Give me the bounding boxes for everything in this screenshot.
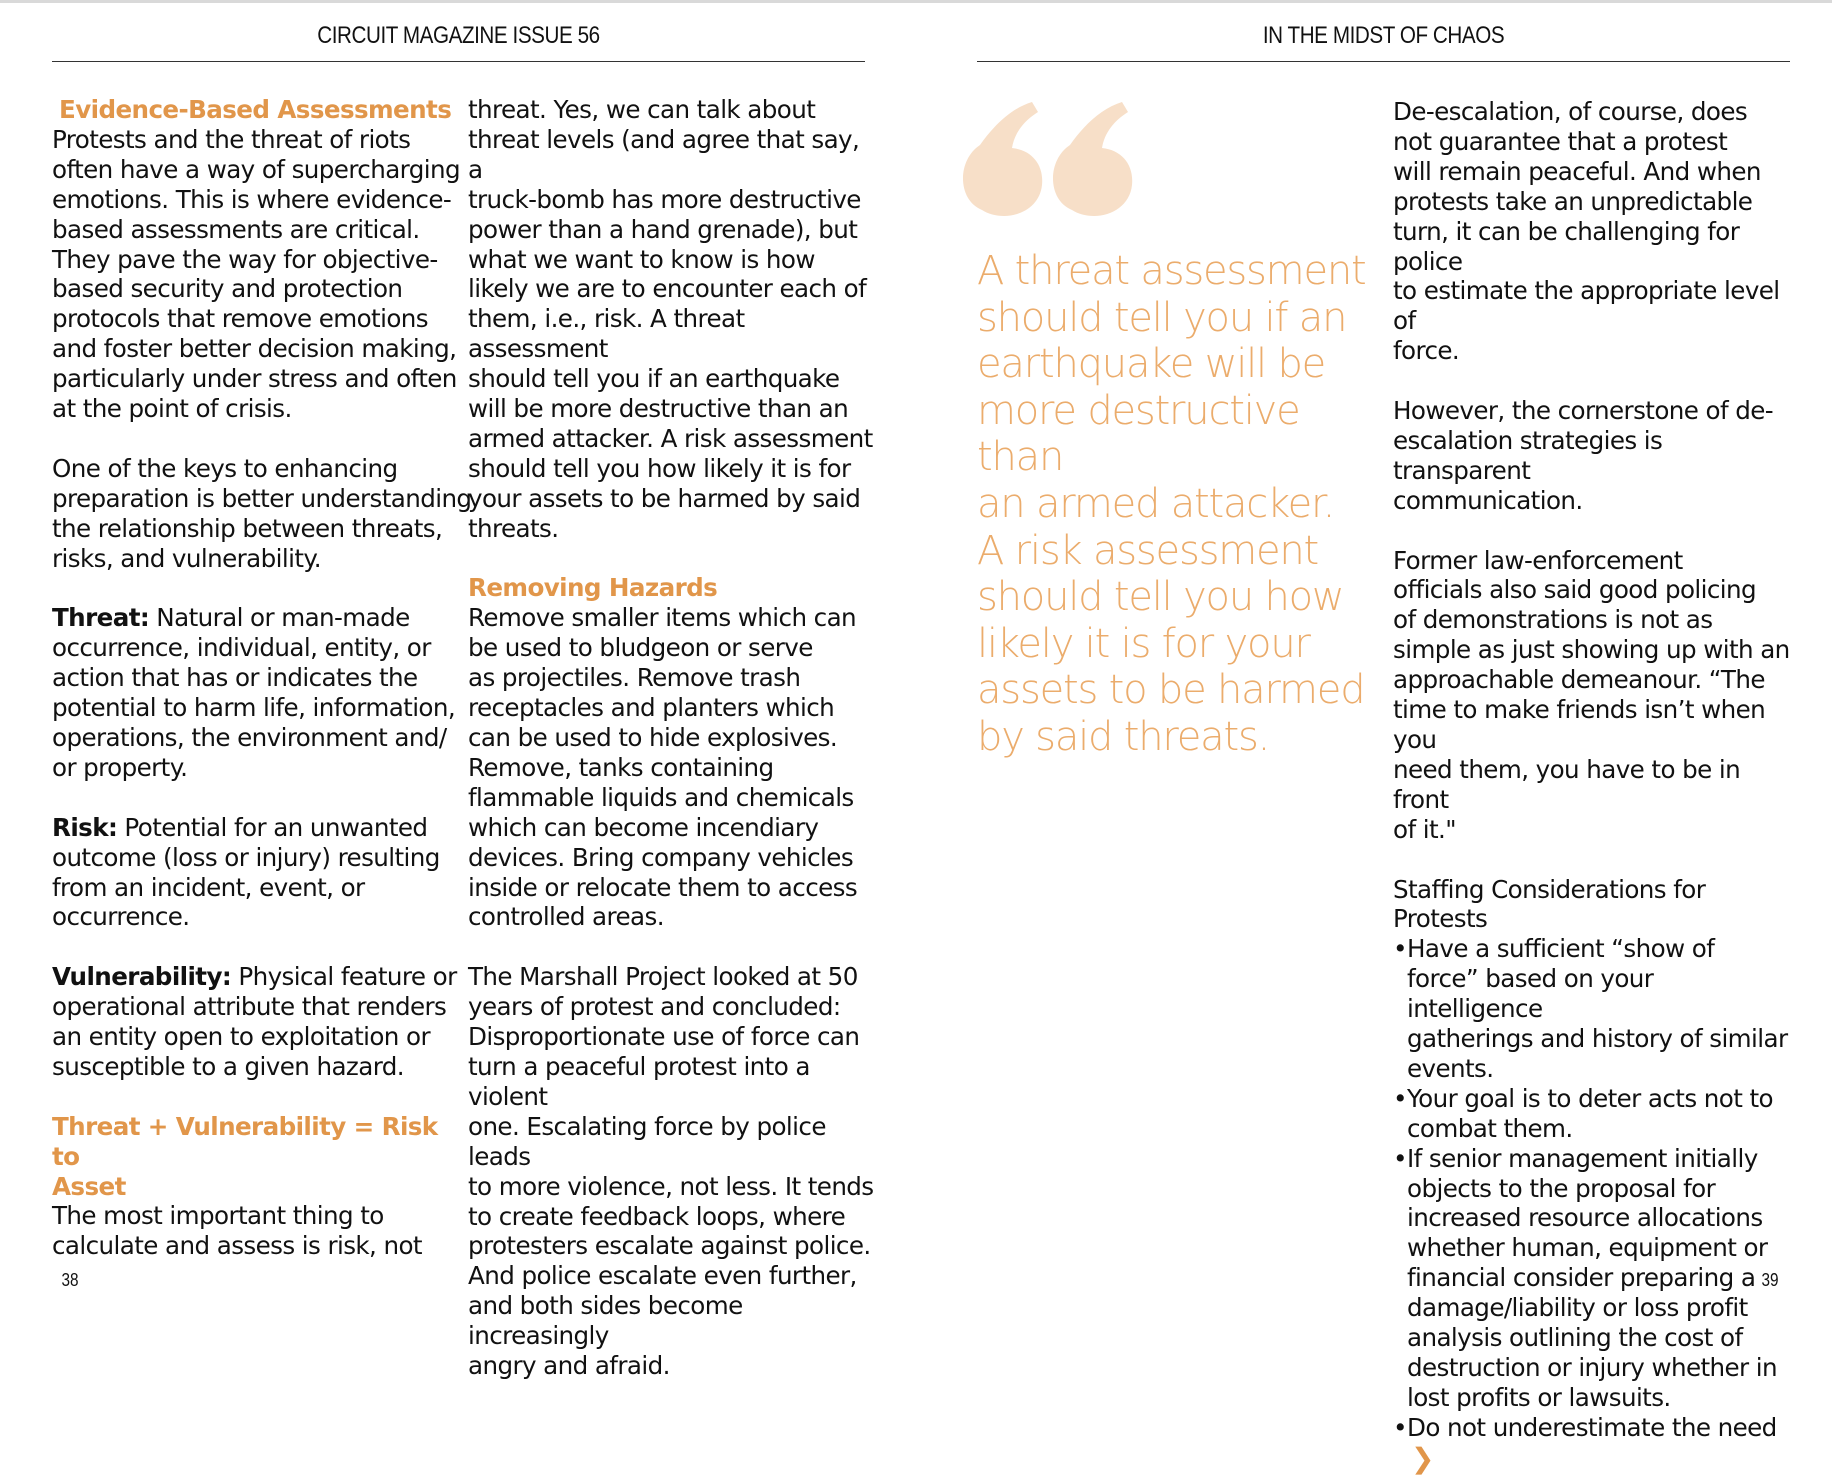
text-line: simple as just showing up with an — [1393, 635, 1790, 665]
list-item — [1393, 1413, 1793, 1473]
text-line: Remove, tanks containing — [468, 752, 774, 782]
text-line: as projectiles. Remove trash — [468, 663, 801, 693]
paragraph — [52, 1201, 472, 1261]
definition-vulnerability — [52, 962, 472, 1082]
text-line: armed attacker. A risk assessment — [468, 423, 873, 453]
text-line: Asset — [52, 1171, 126, 1201]
page-number-left: 38 — [61, 1270, 79, 1290]
top-border — [0, 0, 1832, 3]
text-line: of it." — [1393, 814, 1456, 844]
paragraph — [468, 95, 878, 544]
text-line: assets to be harmed — [977, 667, 1365, 714]
text-line: The Marshall Project looked at 50 — [468, 962, 858, 992]
text-line: However, the cornerstone of de- — [1393, 396, 1774, 426]
text-line: to more violence, not less. It tends — [468, 1171, 874, 1201]
text-line: force” based on your intelligence — [1407, 964, 1654, 1024]
text-line: protesters escalate against police. — [468, 1231, 871, 1261]
term-threat: Threat: — [52, 603, 150, 633]
paragraph — [52, 125, 472, 424]
text-line: increased resource allocations — [1407, 1203, 1763, 1233]
text-line: De-escalation, of course, does — [1393, 97, 1748, 126]
text-line: them, i.e., risk. A threat assessment — [468, 304, 745, 364]
definition-text: Natural or man-made — [149, 603, 410, 633]
text-line: operations, the environment and/ — [52, 723, 447, 752]
text-line: calculate and assess is risk, not — [52, 1231, 422, 1261]
text-line: The most important thing to — [52, 1201, 384, 1231]
text-line: should tell you how likely it is for — [468, 453, 851, 483]
text-line: A risk assessment — [977, 527, 1319, 574]
paragraph — [52, 454, 472, 574]
term-vulnerability: Vulnerability: — [52, 962, 232, 992]
text-line: Remove smaller items which can — [468, 603, 857, 633]
text-line: years of protest and concluded: — [468, 992, 841, 1022]
text-line: preparation is better understanding — [52, 483, 472, 513]
paragraph — [1393, 396, 1793, 516]
text-line: threat. Yes, we can talk about — [468, 95, 816, 124]
text-line: earthquake will be — [977, 341, 1326, 388]
staffing-list — [1393, 934, 1793, 1475]
text-line: • If senior management initially — [1407, 1143, 1758, 1173]
text-line: by said threats. — [977, 713, 1270, 760]
text-line: devices. Bring company vehicles — [468, 842, 854, 872]
text-line: objects to the proposal for — [1407, 1173, 1716, 1203]
text-line: power than a hand grenade), but — [468, 214, 858, 244]
text-line: at the point of crisis. — [52, 394, 292, 424]
text-line: from an incident, event, or — [52, 872, 365, 902]
text-line: which can become incendiary — [468, 812, 819, 842]
text-line: of demonstrations is not as — [1393, 605, 1713, 635]
text-line: the relationship between threats, — [52, 513, 443, 543]
text-line: need them, you have to be in front — [1393, 754, 1741, 814]
text-line: • Your goal is to deter acts not to — [1407, 1083, 1773, 1113]
left-header-rule — [52, 61, 865, 62]
text-line: an armed attacker. — [977, 480, 1335, 527]
section-heading-evidence: Evidence-Based Assessments — [59, 95, 452, 124]
text-line: based assessments are critical. — [52, 214, 420, 244]
text-line: Protests and the threat of riots — [52, 124, 411, 154]
text-line: financial consider preparing a — [1407, 1263, 1756, 1293]
text-line: emotions. This is where evidence- — [52, 184, 452, 214]
text-line: One of the keys to enhancing — [52, 453, 398, 483]
text-line: outcome (loss or injury) resulting — [52, 842, 440, 872]
text-line: often have a way of supercharging — [52, 154, 460, 184]
staffing-heading: Staffing Considerations for Protests — [1393, 874, 1706, 934]
text-line: A threat assessment — [977, 248, 1366, 294]
paragraph — [468, 603, 878, 932]
text-line: flammable liquids and chemicals — [468, 782, 854, 812]
text-line: turn, it can be challenging for police — [1393, 216, 1740, 276]
text-line: occurrence, individual, entity, or — [52, 633, 431, 663]
text-line: damage/liability or loss profit — [1407, 1293, 1748, 1323]
text-line: risks, and vulnerability. — [52, 543, 322, 573]
section-heading-risk-formula — [52, 1112, 472, 1202]
text-line: to estimate the appropriate level of — [1393, 276, 1780, 336]
text-line: Threat + Vulnerability = Risk to — [52, 1111, 438, 1171]
text-line: protocols that remove emotions — [52, 304, 428, 334]
text-line: be used to bludgeon or serve — [468, 633, 813, 663]
text-line: potential to harm life, information, — [52, 693, 456, 723]
list-item-text: Do not underestimate the need — [1407, 1412, 1777, 1442]
text-line: your assets to be harmed by said — [468, 483, 861, 513]
text-line: approachable demeanour. “The — [1393, 665, 1765, 695]
text-line: likely it is for your — [977, 620, 1310, 667]
text-line: an entity open to exploitation or — [52, 1022, 430, 1052]
opening-quote-icon — [962, 90, 1137, 230]
text-line: action that has or indicates the — [52, 663, 418, 693]
chevron-right-icon[interactable]: ❯ — [1411, 1441, 1434, 1475]
text-line: officials also said good policing — [1393, 575, 1757, 605]
text-line: should tell you how — [977, 574, 1344, 621]
text-line: susceptible to a given hazard. — [52, 1051, 405, 1081]
column-1 — [52, 95, 472, 1261]
text-line: will be more destructive than an — [468, 394, 849, 424]
text-line: destruction or injury whether in — [1407, 1353, 1777, 1383]
text-line: will remain peaceful. And when — [1393, 156, 1761, 186]
text-line: force. — [1393, 336, 1460, 366]
definition-text: Potential for an unwanted — [117, 812, 428, 842]
text-line: more destructive than — [977, 387, 1300, 481]
paragraph — [1393, 546, 1793, 845]
text-line: operational attribute that renders — [52, 992, 447, 1022]
text-line: whether human, equipment or — [1407, 1233, 1768, 1263]
text-line: receptacles and planters which — [468, 693, 835, 723]
text-line: time to make friends isn’t when you — [1393, 695, 1766, 754]
text-line: one. Escalating force by police leads — [468, 1111, 826, 1171]
definition-risk — [52, 813, 472, 933]
text-line: escalation strategies is transparent — [1393, 425, 1663, 485]
text-line: occurrence. — [52, 902, 190, 932]
text-line: to create feedback loops, where — [468, 1201, 846, 1231]
list-item — [1393, 1084, 1793, 1144]
text-line: And police escalate even further, — [468, 1261, 857, 1291]
page-number-right: 39 — [1761, 1270, 1779, 1290]
text-line: based security and protection — [52, 274, 403, 304]
text-line: angry and afraid. — [468, 1351, 670, 1381]
right-page-header: IN THE MIDST OF CHAOS — [1262, 22, 1505, 49]
right-header-rule — [977, 61, 1790, 62]
text-line: Former law-enforcement — [1393, 545, 1683, 575]
text-line: analysis outlining the cost of — [1407, 1323, 1743, 1353]
text-line: They pave the way for objective- — [52, 244, 438, 274]
definition-text: Physical feature or — [231, 962, 457, 992]
column-4 — [1393, 97, 1793, 1473]
paragraph — [468, 962, 878, 1381]
text-line: threats. — [468, 513, 559, 543]
text-line: particularly under stress and often — [52, 364, 457, 394]
text-line: can be used to hide explosives. — [468, 723, 838, 753]
text-line: and both sides become increasingly — [468, 1291, 743, 1351]
text-line: and foster better decision making, — [52, 334, 457, 364]
text-line: communication. — [1393, 485, 1583, 515]
text-line: lost profits or lawsuits. — [1407, 1382, 1671, 1412]
text-line: inside or relocate them to access — [468, 872, 858, 902]
section-heading-removing-hazards: Removing Hazards — [468, 573, 718, 603]
text-line: should tell you if an earthquake — [468, 364, 840, 394]
text-line: combat them. — [1407, 1113, 1573, 1143]
term-risk: Risk: — [52, 812, 118, 842]
text-line: should tell you if an — [977, 294, 1347, 341]
text-line: • Have a sufficient “show of — [1407, 934, 1715, 964]
text-line: or property. — [52, 752, 188, 782]
paragraph — [1393, 97, 1793, 366]
list-item — [1393, 1144, 1793, 1413]
text-line: not guarantee that a protest — [1393, 126, 1728, 156]
text-line: events. — [1407, 1053, 1494, 1083]
text-line: likely we are to encounter each of — [468, 274, 867, 304]
text-line: truck-bomb has more destructive — [468, 184, 861, 214]
column-2 — [468, 95, 878, 1381]
left-page-header: CIRCUIT MAGAZINE ISSUE 56 — [317, 22, 600, 49]
text-line: threat levels (and agree that say, a — [468, 124, 860, 184]
text-line: gatherings and history of similar — [1407, 1024, 1788, 1054]
text-line: what we want to know is how — [468, 244, 815, 274]
text-line: protests take an unpredictable — [1393, 186, 1753, 216]
definition-threat — [52, 603, 472, 782]
list-item — [1393, 934, 1793, 1084]
text-line: controlled areas. — [468, 902, 664, 932]
text-line: Disproportionate use of force can — [468, 1022, 860, 1052]
text-line: turn a peaceful protest into a violent — [468, 1051, 810, 1111]
pull-quote — [977, 248, 1377, 761]
